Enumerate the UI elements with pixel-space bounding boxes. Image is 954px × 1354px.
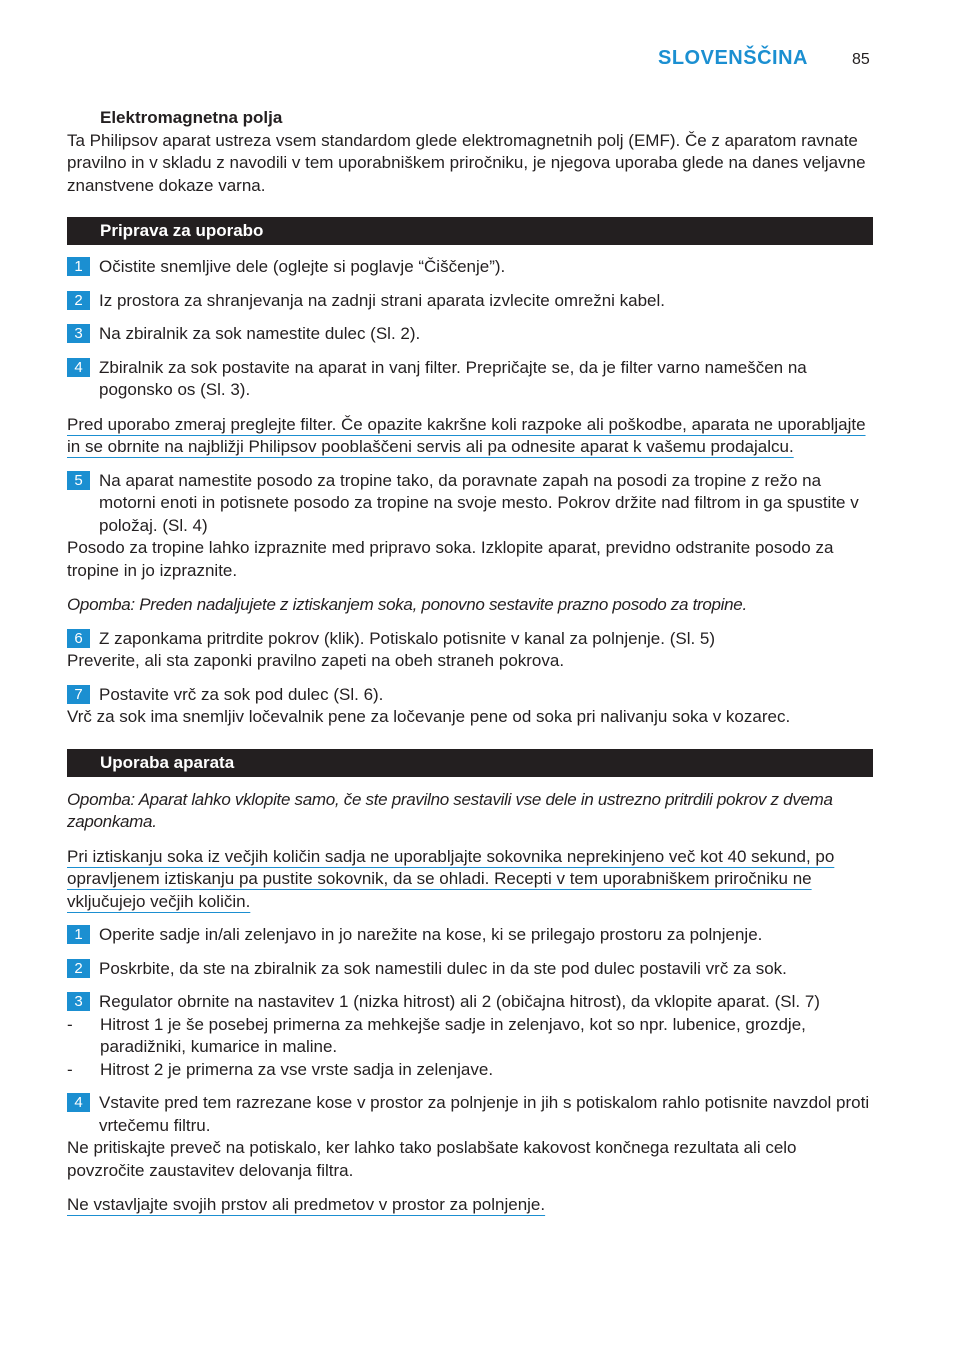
- prep-step-1: [67, 256, 873, 279]
- bullet-dash: -: [67, 1059, 73, 1079]
- language-label: SLOVENŠČINA: [658, 47, 808, 69]
- emf-text: Ta Philipsov aparat ustreza vsem standardom glede elektromagnetnih polj (EMF). Če z aparatom ravnate pravilno in v skladu z navodili v tem uporabniškem priročniku, je njegova uporaba glede na danes veljavne znanstvene dokaze varna.: [67, 130, 866, 195]
- prep-note: Opomba: Preden nadaljujete z iztiskanjem soka, ponovno sestavite prazno posodo za tropine.: [67, 595, 747, 614]
- step-number: 2: [67, 291, 90, 310]
- step-text: Postavite vrč za sok pod dulec (Sl. 6).: [99, 684, 384, 704]
- step-text: Z zaponkama pritrdite pokrov (klik). Potiskalo potisnite v kanal za polnjenje. (Sl. 5): [99, 628, 716, 648]
- speed-bullet-2: [67, 1059, 873, 1082]
- prep-step-4: [67, 357, 873, 402]
- filter-warning-text: Pred uporabo zmeraj preglejte filter. Če opazite kakršne koli razpoke ali poškodbe, aparata ne uporabljajte in se obrnite na najbližji Philipsov pooblaščeni servis ali pa odnesite aparat k vašemu prodajalcu.: [67, 414, 866, 456]
- use-note: Opomba: Aparat lahko vklopite samo, če ste pravilno sestavili vse dele in ustrezno pritrdili pokrov z dvema zaponkama.: [67, 789, 833, 831]
- step-text: Regulator obrnite na nastavitev 1 (nizka hitrost) ali 2 (običajna hitrost), da vklopite aparat. (Sl. 7): [99, 992, 820, 1011]
- step-number: 5: [67, 471, 90, 490]
- use-step-2: [67, 958, 873, 981]
- prep-step-7: [67, 684, 873, 707]
- bullet-dash: -: [67, 1014, 73, 1034]
- bullet-text: Hitrost 1 je še posebej primerna za mehkejše sadje in zelenjavo, kot so npr. lubenice, grozdje, paradižniki, kumarice in maline.: [100, 1014, 806, 1056]
- step-text: Operite sadje in/ali zelenjavo in jo narežite na kose, ki se prilegajo prostoru za polnjenje.: [99, 925, 763, 944]
- step-number: 1: [67, 257, 90, 276]
- page-content: [67, 107, 873, 1217]
- step-text: Na zbiralnik za sok namestite dulec (Sl. 2).: [99, 324, 421, 343]
- usage-warning-text: Pri iztiskanju soka iz večjih količin sadja ne uporabljajte sokovnika neprekinjeno več kot 40 sekund, po opravljenem iztiskanju pa pustite sokovnik, da se ohladi. Recepti v tem uporabniškem priročniku ne vključujejo večjih količin.: [67, 846, 835, 911]
- step-number: 6: [67, 629, 90, 648]
- prep-step-2: [67, 290, 873, 313]
- page-number: 85: [852, 51, 870, 68]
- step-number: 4: [67, 358, 90, 377]
- usage-warning: [67, 846, 873, 914]
- prep-step-3: [67, 323, 873, 346]
- use-step-4: [67, 1092, 873, 1137]
- step-text: Vstavite pred tem razrezane kose v prostor za polnjenje in jih s potiskalom rahlo potisnite navzdol proti vrtečemu filtru.: [99, 1093, 870, 1135]
- filter-warning: [67, 414, 873, 459]
- step-5-extra: Posodo za tropine lahko izpraznite med pripravo soka. Izklopite aparat, previdno odstranite posodo za tropine in jo izpraznite.: [67, 538, 834, 580]
- speed-bullet-1: [67, 1014, 873, 1059]
- step-text: Iz prostora za shranjevanja na zadnji strani aparata izvlecite omrežni kabel.: [99, 290, 666, 310]
- prep-step-6: [67, 628, 873, 651]
- use-step-3: [67, 991, 873, 1014]
- emf-heading: Elektromagnetna polja: [100, 108, 283, 127]
- step-number: 4: [67, 1093, 90, 1112]
- step-text: Na aparat namestite posodo za tropine tako, da poravnate zapah na posodi za tropine z režo na motorni enoti in potisnete posodo za tropine na svoje mesto. Pokrov držite nad filtrom in ga spustite v položaj. (Sl. 4): [99, 470, 859, 535]
- step-7-extra: Vrč za sok ima snemljiv ločevalnik pene za ločevanje pene od soka pri nalivanju soka v kozarec.: [67, 707, 791, 726]
- final-warning: [67, 1194, 873, 1217]
- bullet-text: Hitrost 2 je primerna za vse vrste sadja in zelenjave.: [100, 1059, 494, 1079]
- step-text: Zbiralnik za sok postavite na aparat in vanj filter. Prepričajte se, da je filter varno nameščen na pogonsko os (Sl. 3).: [99, 357, 807, 399]
- step-number: 7: [67, 685, 90, 704]
- section-bar-uporaba: Uporaba aparata: [67, 749, 873, 777]
- step-number: 3: [67, 992, 90, 1011]
- step-number: 3: [67, 324, 90, 343]
- step-number: 2: [67, 959, 90, 978]
- step-4-extra: Ne pritiskajte preveč na potiskalo, ker lahko tako poslabšate kakovost končnega rezultata ali celo povzročite zaustavitev delovanja filtra.: [67, 1138, 797, 1180]
- step-number: 1: [67, 925, 90, 944]
- use-step-1: [67, 924, 873, 947]
- step-6-extra: Preverite, ali sta zaponki pravilno zapeti na obeh straneh pokrova.: [67, 651, 565, 670]
- section-bar-priprava: Priprava za uporabo: [67, 217, 873, 245]
- step-text: Poskrbite, da ste na zbiralnik za sok namestili dulec in da ste pod dulec postavili vrč za sok.: [99, 958, 787, 978]
- final-warning-text: Ne vstavljajte svojih prstov ali predmetov v prostor za polnjenje.: [67, 1195, 546, 1214]
- prep-step-5: [67, 470, 873, 538]
- step-text: Očistite snemljive dele (oglejte si poglavje “Čiščenje”).: [99, 257, 506, 276]
